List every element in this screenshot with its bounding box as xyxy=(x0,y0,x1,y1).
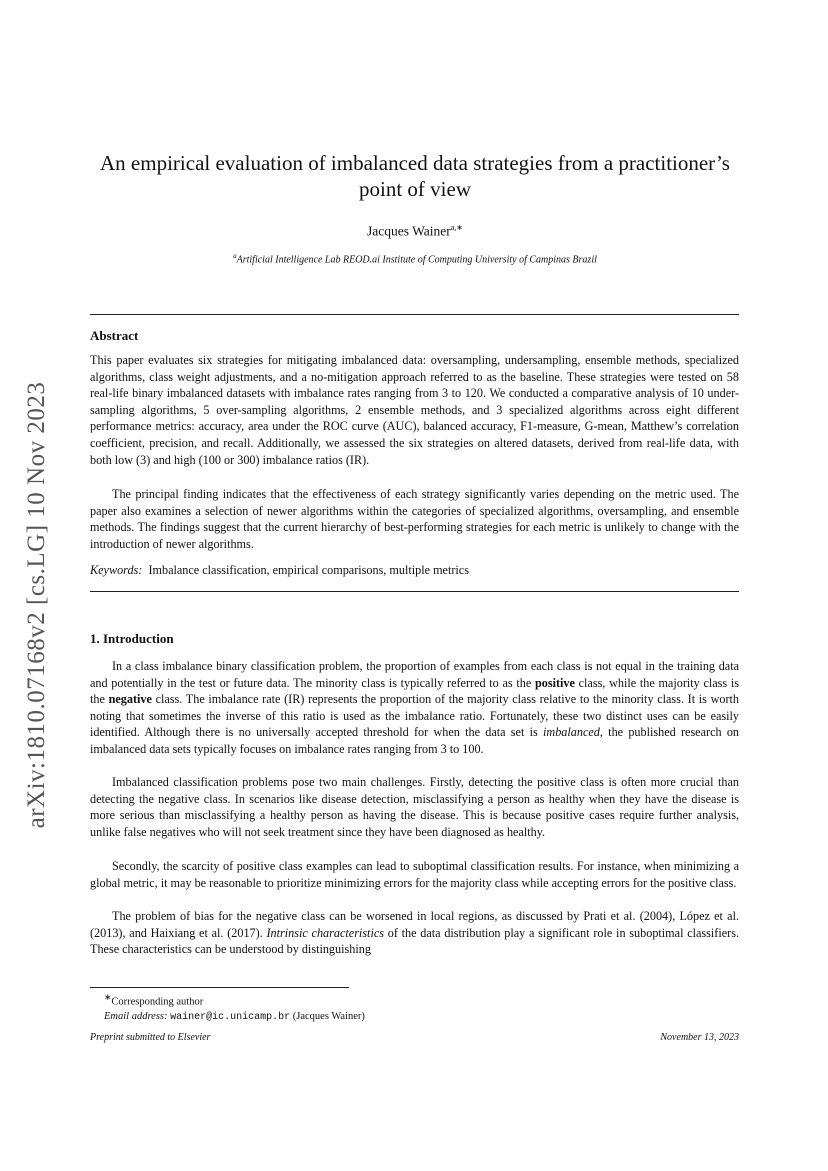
intro-paragraph-1 xyxy=(90,658,739,758)
intro-p1-bold-negative: negative xyxy=(108,692,152,707)
footer-date: November 13, 2023 xyxy=(660,1032,739,1043)
email-owner: (Jacques Wainer) xyxy=(292,1011,365,1022)
intro-p1-text-c: class, while the majority class is the xyxy=(90,675,739,707)
intro-paragraph-3: Secondly, the scarcity of positive class examples can lead to suboptimal classification results. For instance, when minimizing a global metric, it may be reasonable to prioritize minimizing errors for the majority class while accepting errors for the positive class. xyxy=(90,859,739,890)
footer-submission-note: Preprint submitted to Elsevier xyxy=(90,1032,211,1043)
intro-p4-text-b: of the data distribution play a significant role in suboptimal classifiers. These characteristics can be understood by distinguishing xyxy=(90,925,739,957)
bottom-divider xyxy=(90,591,739,592)
section-heading-introduction: 1. Introduction xyxy=(90,631,174,646)
paper-title: An empirical evaluation of imbalanced data strategies from a practitioner’s point of view xyxy=(100,151,730,201)
keywords-label: Keywords: xyxy=(90,563,143,577)
intro-p1-text-a: In a class imbalance binary classification problem, the proportion of examples from each class is not equal in the training data and potentially in the test or future data. The minority class is typically referred to as the xyxy=(90,659,739,690)
intro-paragraph-2: Imbalanced classification problems pose two main challenges. Firstly, detecting the positive class is often more crucial than detecting the negative class. In scenarios like disease detection, misclassifying a person as healthy when they have the disease is more serious than misclassifying a healthy person as having the disease. This is because positive cases require further analysis, unlike false negatives who will not seek treatment since they have been diagnosed as healthy. xyxy=(90,775,739,839)
footnote-line-1 xyxy=(90,990,739,1010)
footnote xyxy=(90,990,739,1026)
affiliation-text: Artificial Intelligence Lab REOD.ai Institute of Computing University of Campinas Brazil xyxy=(236,254,597,266)
arxiv-identifier-stamp xyxy=(22,360,52,850)
abstract-paragraph-2: The principal finding indicates that the effectiveness of each strategy significantly varies depending on the metric used. The paper also examines a selection of newer algorithms within the categories of specialized algorithms, oversampling, and ensemble methods. The findings suggest that the current hierarchy of best-performing strategies for each metric is unlikely to change with the introduction of newer algorithms. xyxy=(90,487,739,551)
footnote-divider xyxy=(90,987,349,988)
keywords-text: Imbalance classification, empirical comparisons, multiple metrics xyxy=(148,563,469,577)
keywords-line xyxy=(90,562,739,579)
footnote-line-2 xyxy=(90,1010,739,1026)
intro-p1-italic-imbalanced: imbalanced xyxy=(543,725,600,740)
intro-p1-text-e: , the published research on imbalanced data sets typically focuses on imbalance rates ranging from 3 to 100. xyxy=(90,725,740,756)
abstract-paragraph-1: This paper evaluates six strategies for mitigating imbalanced data: oversampling, undersampling, ensemble methods, specialized algorithms, class weight adjustments, and a no-mitigation approach referred to as the baseline. These strategies were tested on 58 real-life binary imbalanced datasets with imbalance rates ranging from 3 to 120. We conducted a comparative analysis of 10 under-sampling algorithms, 5 over-sampling algorithms, 2 ensemble methods, and 3 specialized algorithms across eight different performance metrics: accuracy, area under the ROC curve (AUC), balanced accuracy, F1-measure, G-mean, Matthew’s correlation coefficient, precision, and recall. Additionally, we assessed the six strategies on altered datasets, derived from real-life data, with both low (3) and high (100 or 300) imbalance ratios (IR). xyxy=(90,353,739,467)
affiliation xyxy=(90,252,740,265)
footnote-text: Corresponding author xyxy=(111,996,204,1008)
intro-p1-text-d: class. The imbalance rate (IR) represents the proportion of the majority class relative to the minority class. It is worth noting that sometimes the inverse of this ratio is used as the imbalance ratio. Fortunately, these two distinct uses can be easily identified. Although there is no universally accepted threshold for when the data set is xyxy=(90,692,740,740)
email-label: Email address: xyxy=(104,1011,168,1022)
author-name: Jacques Wainer xyxy=(366,223,451,239)
author-line xyxy=(90,223,740,240)
abstract-heading: Abstract xyxy=(90,328,139,343)
arxiv-identifier-text: arXiv:1810.07168v2 [cs.LG] 10 Nov 2023 xyxy=(23,381,50,829)
email-address: wainer@ic.unicamp.br xyxy=(170,1012,291,1023)
top-divider xyxy=(90,314,739,315)
intro-paragraph-4 xyxy=(90,908,739,958)
footnote-mark: ∗ xyxy=(104,992,112,1002)
affiliation-mark: a xyxy=(233,252,237,260)
author-marks: a,∗ xyxy=(450,223,464,232)
intro-p4-italic: Intrinsic characteristics xyxy=(266,925,384,940)
intro-p4-text-a: The problem of bias for the negative class can be worsened in local regions, as discussed by Prati et al. (2004), López et al. (2013), and Haixiang et al. (2017). xyxy=(90,909,739,940)
intro-p1-bold-positive: positive xyxy=(534,675,575,690)
